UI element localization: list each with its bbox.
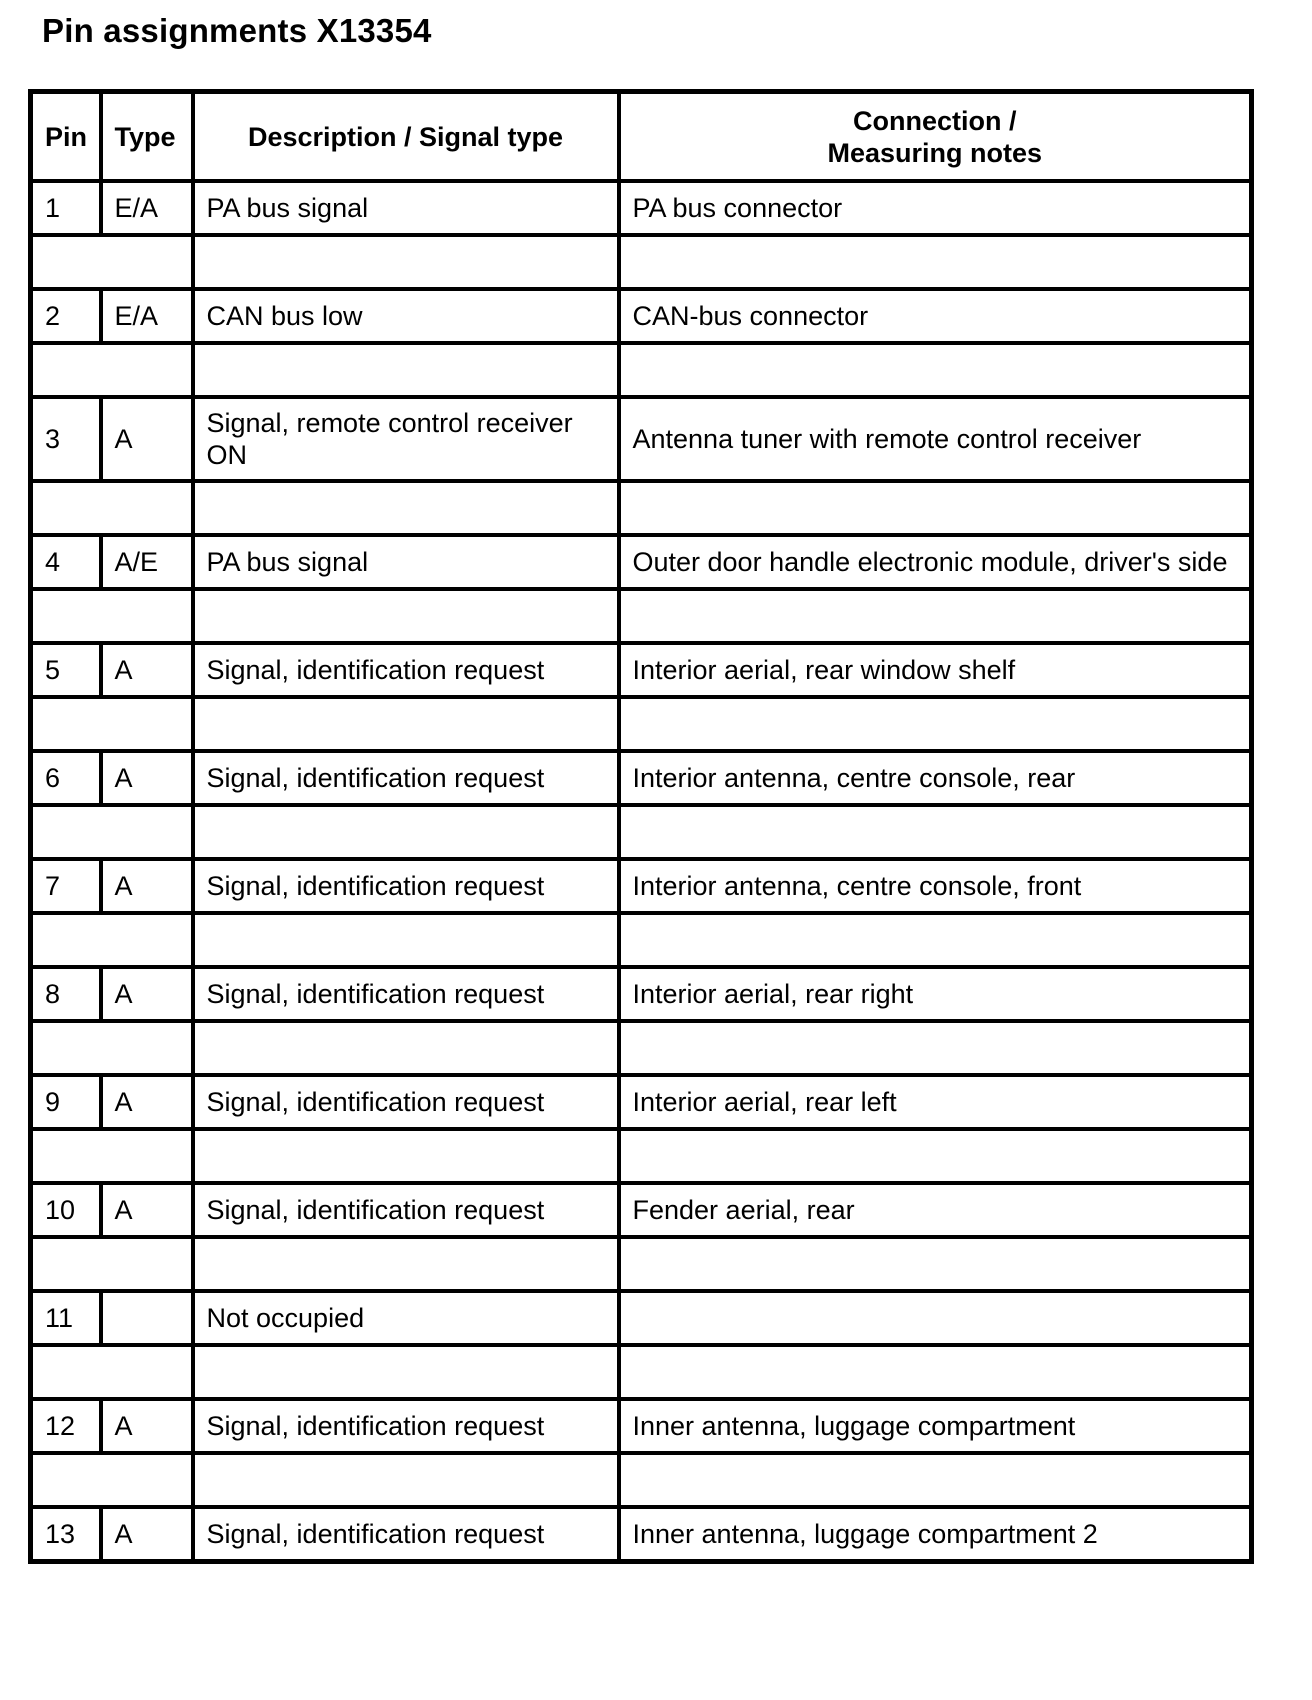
cell-connection: PA bus connector (619, 181, 1252, 235)
cell-type: E/A (101, 181, 193, 235)
spacer-cell (31, 913, 193, 967)
cell-type: A (101, 1399, 193, 1453)
spacer-row (31, 805, 1252, 859)
cell-connection: Interior aerial, rear window shelf (619, 643, 1252, 697)
cell-pin: 8 (31, 967, 101, 1021)
column-header-description: Description / Signal type (193, 92, 619, 182)
spacer-row (31, 913, 1252, 967)
spacer-cell (193, 697, 619, 751)
spacer-row (31, 343, 1252, 397)
spacer-cell (31, 1021, 193, 1075)
table-row (31, 535, 1252, 589)
cell-connection: Inner antenna, luggage compartment 2 (619, 1507, 1252, 1562)
table-row (31, 397, 1252, 481)
cell-pin: 12 (31, 1399, 101, 1453)
cell-description: Signal, identification request (193, 859, 619, 913)
cell-type: A (101, 643, 193, 697)
spacer-cell (619, 589, 1252, 643)
spacer-cell (31, 481, 193, 535)
cell-description: Signal, remote control receiver ON (193, 397, 619, 481)
spacer-cell (619, 1129, 1252, 1183)
spacer-row (31, 235, 1252, 289)
cell-type: A (101, 967, 193, 1021)
cell-type: A/E (101, 535, 193, 589)
table-row (31, 289, 1252, 343)
spacer-cell (193, 805, 619, 859)
pin-assignment-table (28, 89, 1254, 1564)
cell-pin: 6 (31, 751, 101, 805)
cell-type (101, 1291, 193, 1345)
cell-type: A (101, 859, 193, 913)
spacer-cell (619, 913, 1252, 967)
table-row (31, 1399, 1252, 1453)
cell-connection: Interior antenna, centre console, rear (619, 751, 1252, 805)
spacer-cell (193, 1453, 619, 1507)
cell-pin: 9 (31, 1075, 101, 1129)
spacer-cell (31, 1129, 193, 1183)
spacer-cell (31, 805, 193, 859)
spacer-cell (193, 1345, 619, 1399)
cell-connection: Interior aerial, rear right (619, 967, 1252, 1021)
cell-connection: Antenna tuner with remote control receiver (619, 397, 1252, 481)
spacer-row (31, 1453, 1252, 1507)
spacer-cell (193, 481, 619, 535)
cell-description: Signal, identification request (193, 1183, 619, 1237)
cell-pin: 10 (31, 1183, 101, 1237)
spacer-cell (619, 1345, 1252, 1399)
spacer-cell (31, 1345, 193, 1399)
cell-description: CAN bus low (193, 289, 619, 343)
spacer-cell (193, 1021, 619, 1075)
cell-type: E/A (101, 289, 193, 343)
cell-description: Signal, identification request (193, 967, 619, 1021)
column-header-connection-line2: Measuring notes (827, 137, 1043, 168)
cell-pin: 5 (31, 643, 101, 697)
cell-pin: 7 (31, 859, 101, 913)
cell-type: A (101, 1507, 193, 1562)
cell-connection: Outer door handle electronic module, driver's side (619, 535, 1252, 589)
cell-connection: Fender aerial, rear (619, 1183, 1252, 1237)
spacer-cell (619, 1021, 1252, 1075)
cell-type: A (101, 397, 193, 481)
cell-description: PA bus signal (193, 181, 619, 235)
spacer-cell (31, 235, 193, 289)
spacer-cell (619, 805, 1252, 859)
column-header-pin: Pin (31, 92, 101, 182)
spacer-row (31, 1237, 1252, 1291)
spacer-cell (193, 343, 619, 397)
cell-description: Signal, identification request (193, 1399, 619, 1453)
cell-description: Signal, identification request (193, 1507, 619, 1562)
spacer-cell (31, 589, 193, 643)
cell-pin: 11 (31, 1291, 101, 1345)
spacer-cell (31, 697, 193, 751)
table-row (31, 751, 1252, 805)
cell-connection: Interior aerial, rear left (619, 1075, 1252, 1129)
column-header-connection-line1: Connection / (853, 105, 1017, 136)
table-body (31, 181, 1252, 1562)
cell-connection: Interior antenna, centre console, front (619, 859, 1252, 913)
table-row (31, 643, 1252, 697)
cell-description: Signal, identification request (193, 751, 619, 805)
spacer-cell (31, 343, 193, 397)
spacer-cell (31, 1453, 193, 1507)
cell-pin: 3 (31, 397, 101, 481)
cell-description: Signal, identification request (193, 1075, 619, 1129)
table-row (31, 967, 1252, 1021)
cell-type: A (101, 751, 193, 805)
page-title: Pin assignments X13354 (42, 12, 432, 49)
cell-pin: 4 (31, 535, 101, 589)
spacer-row (31, 481, 1252, 535)
spacer-row (31, 1021, 1252, 1075)
cell-connection (619, 1291, 1252, 1345)
table-row (31, 859, 1252, 913)
spacer-cell (31, 1237, 193, 1291)
column-header-type: Type (101, 92, 193, 182)
cell-pin: 1 (31, 181, 101, 235)
spacer-cell (193, 589, 619, 643)
spacer-cell (619, 1237, 1252, 1291)
spacer-row (31, 697, 1252, 751)
cell-pin: 2 (31, 289, 101, 343)
cell-description: Not occupied (193, 1291, 619, 1345)
cell-type: A (101, 1183, 193, 1237)
table-row (31, 1507, 1252, 1562)
cell-pin: 13 (31, 1507, 101, 1562)
spacer-row (31, 1129, 1252, 1183)
table-row (31, 1075, 1252, 1129)
spacer-cell (619, 343, 1252, 397)
table-row (31, 1183, 1252, 1237)
spacer-cell (619, 1453, 1252, 1507)
spacer-cell (193, 913, 619, 967)
table-row (31, 1291, 1252, 1345)
spacer-cell (193, 1129, 619, 1183)
spacer-cell (619, 481, 1252, 535)
spacer-cell (619, 697, 1252, 751)
table-header-row (31, 92, 1252, 182)
spacer-cell (193, 1237, 619, 1291)
cell-description: Signal, identification request (193, 643, 619, 697)
column-header-connection (619, 92, 1252, 182)
cell-connection: Inner antenna, luggage compartment (619, 1399, 1252, 1453)
spacer-row (31, 589, 1252, 643)
table-row (31, 181, 1252, 235)
cell-description: PA bus signal (193, 535, 619, 589)
spacer-row (31, 1345, 1252, 1399)
spacer-cell (619, 235, 1252, 289)
cell-type: A (101, 1075, 193, 1129)
cell-connection: CAN-bus connector (619, 289, 1252, 343)
spacer-cell (193, 235, 619, 289)
